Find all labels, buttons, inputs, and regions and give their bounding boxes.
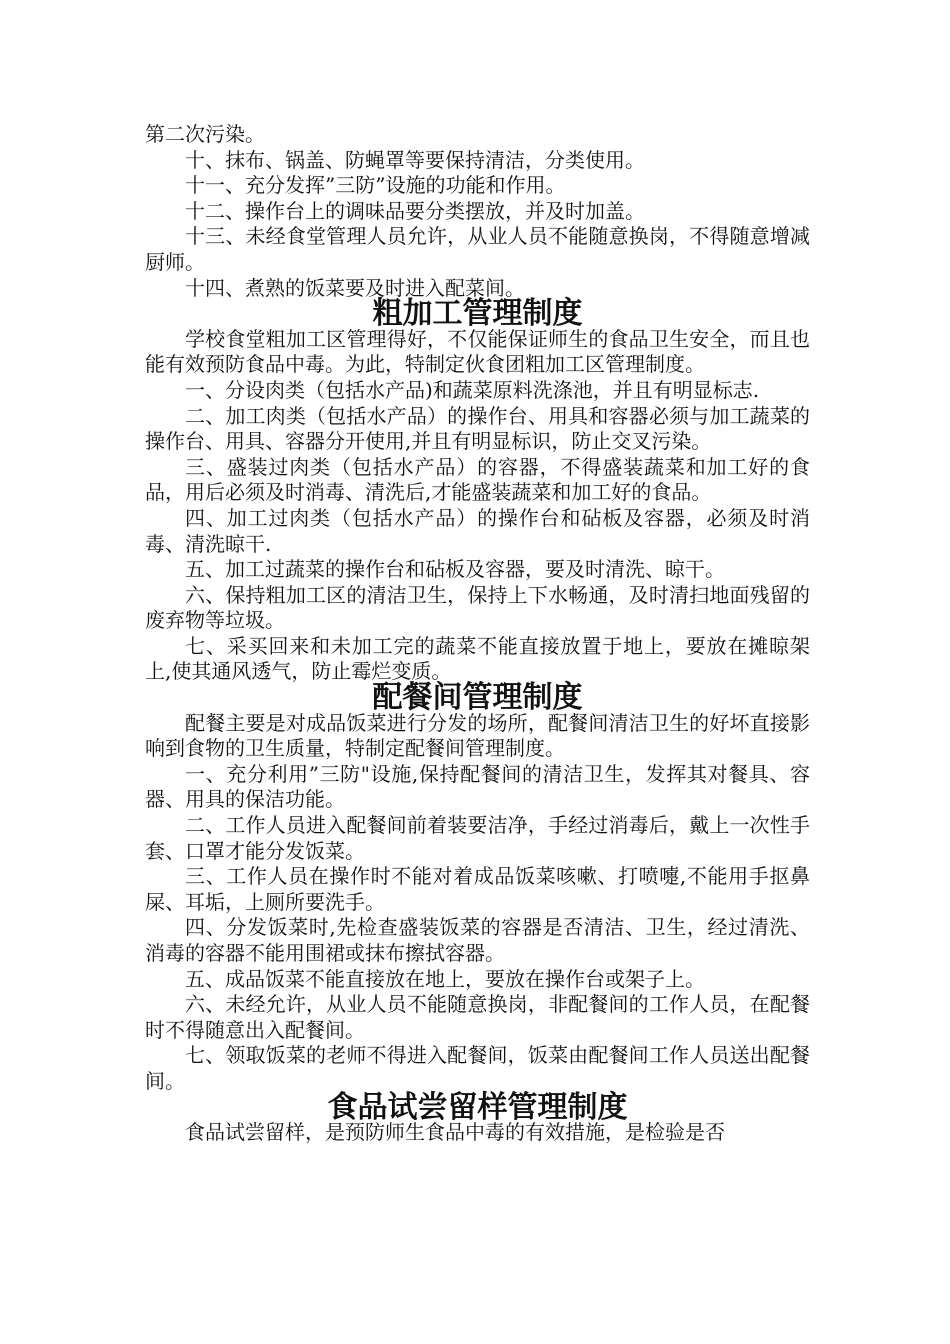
rule-item: 六、保持粗加工区的清洁卫生，保持上下水畅通，及时清扫地面残留的废弃物等垃圾。 bbox=[145, 582, 810, 633]
rule-item: 二、工作人员进入配餐间前着装要洁净，手经过消毒后，戴上一次性手套、口罩才能分发饭菜。 bbox=[145, 813, 810, 863]
rule-item: 十二、操作台上的调味品要分类摆放，并及时加盖。 bbox=[185, 198, 645, 223]
section-intro: 配餐主要是对成品饭菜进行分发的场所，配餐间清洁卫生的好坏直接影响到食物的卫生质量，特制定配餐间管理制度。 bbox=[145, 710, 810, 761]
rule-item: 一、分设肉类（包括水产品)和蔬菜原料洗涤池，并且有明显标志. bbox=[185, 377, 760, 402]
section-intro: 学校食堂粗加工区管理得好，不仅能保证师生的食品卫生安全，而且也能有效预防食品中毒。为此，特制定伙食团粗加工区管理制度。 bbox=[145, 326, 810, 377]
rule-item: 二、加工肉类（包括水产品）的操作台、用具和容器必须与加工蔬菜的操作台、用具、容器分开使用,并且有明显标识，防止交叉污染。 bbox=[145, 403, 810, 454]
rule-item: 三、工作人员在操作时不能对着成品饭菜咳嗽、打喷嚏,不能用手抠鼻屎、耳垢，上厕所要洗手。 bbox=[145, 864, 810, 914]
rule-item: 一、充分利用”三防"设施,保持配餐间的清洁卫生，发挥其对餐具、容器、用具的保洁功能。 bbox=[145, 761, 810, 812]
section-heading: 食品试尝留样管理制度 bbox=[327, 1089, 628, 1125]
continued-paragraph: 第二次污染。 bbox=[145, 122, 265, 146]
document-page bbox=[145, 122, 810, 1146]
section-intro: 食品试尝留样，是预防师生食品中毒的有效措施，是检验是否 bbox=[185, 1120, 725, 1145]
rule-item: 五、成品饭菜不能直接放在地上，要放在操作台或架子上。 bbox=[185, 966, 705, 991]
rule-item: 十一、充分发挥”三防”设施的功能和作用。 bbox=[185, 173, 566, 198]
rule-item: 七、采买回来和未加工完的蔬菜不能直接放置于地上，要放在摊晾架上,使其通风透气，防止霉烂变质。 bbox=[145, 633, 810, 684]
rule-item: 四、加工过肉类（包括水产品）的操作台和砧板及容器，必须及时消毒、清洗晾干. bbox=[145, 505, 810, 556]
rule-item: 七、领取饭菜的老师不得进入配餐间，饭菜由配餐间工作人员送出配餐间。 bbox=[145, 1043, 810, 1093]
rule-item: 五、加工过蔬菜的操作台和砧板及容器，要及时清洗、晾干。 bbox=[185, 557, 725, 582]
section-heading: 配餐间管理制度 bbox=[372, 680, 583, 716]
rule-item: 十四、煮熟的饭菜要及时进入配菜间。 bbox=[185, 275, 525, 300]
rule-item: 三、盛装过肉类（包括水产品）的容器，不得盛装蔬菜和加工好的食品，用后必须及时消毒、清洗后,才能盛装蔬菜和加工好的食品。 bbox=[145, 454, 810, 505]
section-heading: 粗加工管理制度 bbox=[372, 296, 583, 332]
rule-item: 十三、未经食堂管理人员允许，从业人员不能随意换岗，不得随意增减厨师。 bbox=[145, 224, 810, 274]
rule-item: 四、分发饭菜时,先检查盛装饭菜的容器是否清洁、卫生，经过清洗、消毒的容器不能用围裙或抹布擦拭容器。 bbox=[145, 915, 810, 965]
rule-item: 六、未经允许，从业人员不能随意换岗，非配餐间的工作人员，在配餐时不得随意出入配餐间。 bbox=[145, 992, 810, 1042]
rule-item: 十、抹布、锅盖、防蝇罩等要保持清洁，分类使用。 bbox=[185, 147, 645, 172]
